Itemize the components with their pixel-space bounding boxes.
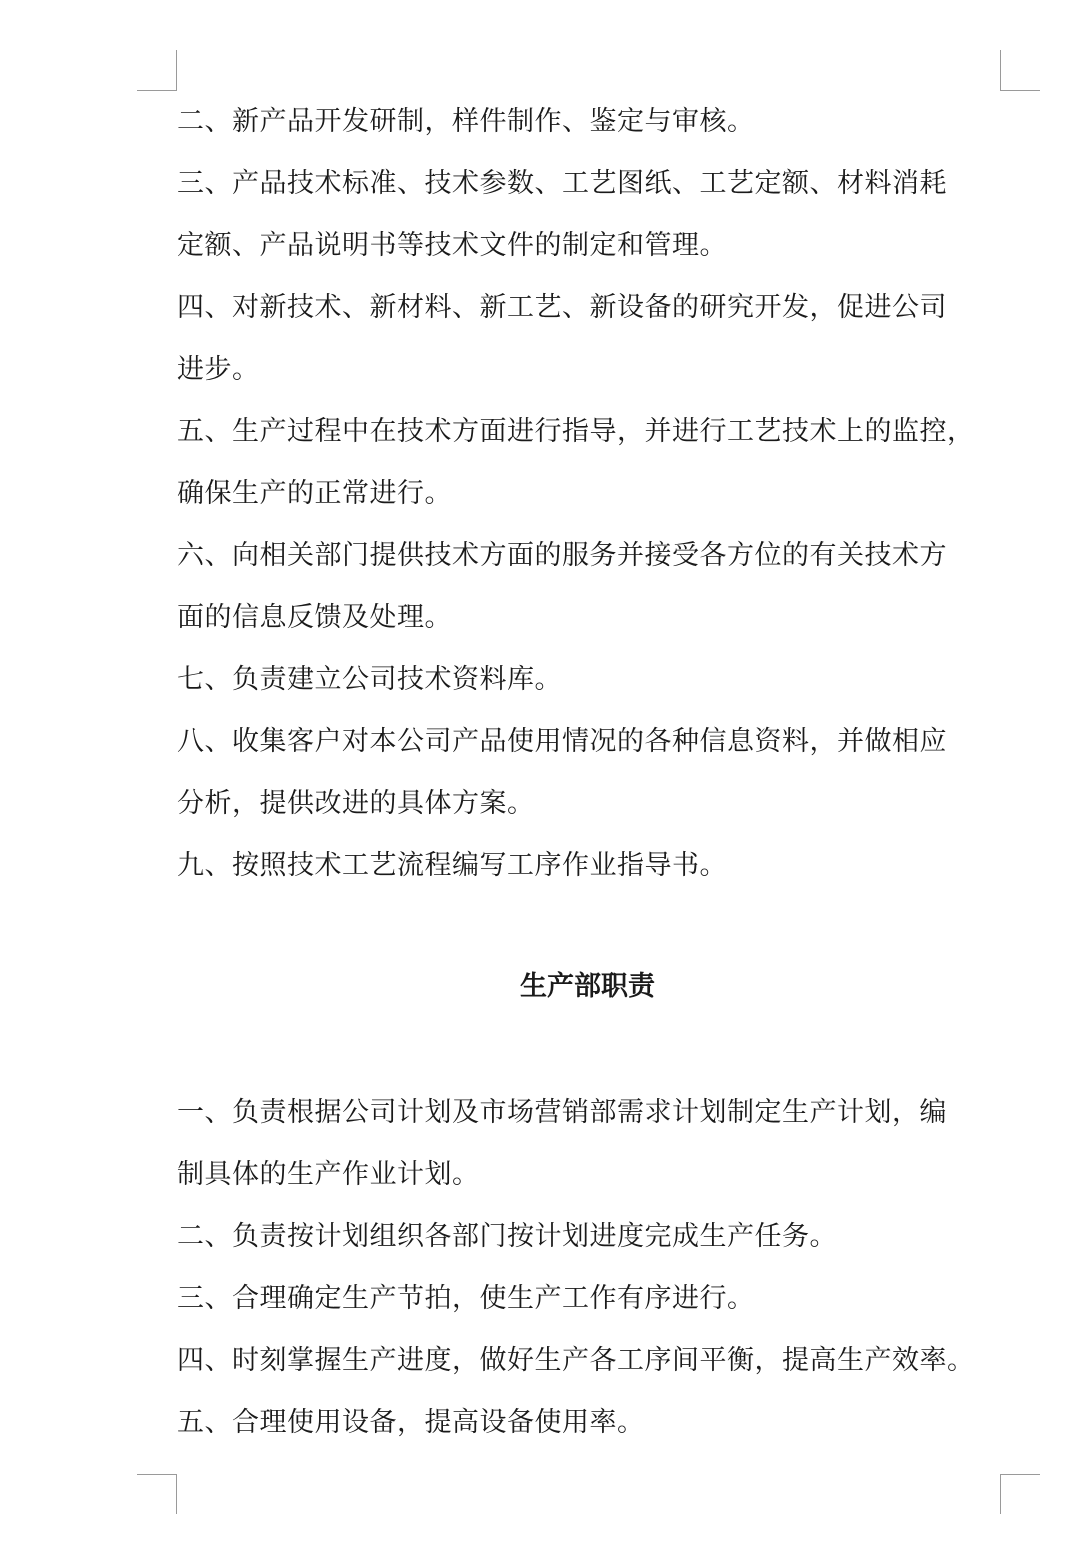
section-heading-production-duties: 生产部职责 bbox=[520, 971, 655, 1002]
duty-item-5: 五、生产过程中在技术方面进行指导，并进行工艺技术上的监控， 确保生产的正常进行。 bbox=[177, 416, 975, 509]
production-duties-list bbox=[177, 1082, 977, 1454]
duty-item-7: 七、负责建立公司技术资料库。 bbox=[177, 664, 562, 695]
production-duty-item-2: 二、负责按计划组织各部门按计划进度完成生产任务。 bbox=[177, 1221, 837, 1252]
duty-item-9: 九、按照技术工艺流程编写工序作业指导书。 bbox=[177, 850, 727, 881]
production-duty-item-3: 三、合理确定生产节拍，使生产工作有序进行。 bbox=[177, 1283, 755, 1314]
crop-mark-top-right-vertical bbox=[1000, 50, 1001, 90]
duty-item-4: 四、对新技术、新材料、新工艺、新设备的研究开发，促进公司 进步。 bbox=[177, 292, 947, 385]
production-duty-item-5: 五、合理使用设备，提高设备使用率。 bbox=[177, 1407, 645, 1438]
duty-item-2: 二、新产品开发研制，样件制作、鉴定与审核。 bbox=[177, 106, 755, 137]
technical-duties-list bbox=[177, 91, 977, 897]
crop-mark-bottom-right-horizontal bbox=[1000, 1474, 1040, 1475]
crop-mark-bottom-left-vertical bbox=[176, 1474, 177, 1514]
duty-item-3: 三、产品技术标准、技术参数、工艺图纸、工艺定额、材料消耗 定额、产品说明书等技术文件的制定和管理。 bbox=[177, 168, 947, 261]
crop-mark-top-right-horizontal bbox=[1000, 90, 1040, 91]
duty-item-8: 八、收集客户对本公司产品使用情况的各种信息资料，并做相应 分析，提供改进的具体方案。 bbox=[177, 726, 947, 819]
crop-mark-top-left-vertical bbox=[176, 50, 177, 90]
production-duty-item-4: 四、时刻掌握生产进度，做好生产各工序间平衡，提高生产效率。 bbox=[177, 1345, 975, 1376]
crop-mark-top-left-horizontal bbox=[137, 90, 177, 91]
crop-mark-bottom-left-horizontal bbox=[137, 1474, 177, 1475]
duty-item-6: 六、向相关部门提供技术方面的服务并接受各方位的有关技术方 面的信息反馈及处理。 bbox=[177, 540, 947, 633]
crop-mark-bottom-right-vertical bbox=[1000, 1474, 1001, 1514]
production-duty-item-1: 一、负责根据公司计划及市场营销部需求计划制定生产计划，编 制具体的生产作业计划。 bbox=[177, 1097, 947, 1190]
